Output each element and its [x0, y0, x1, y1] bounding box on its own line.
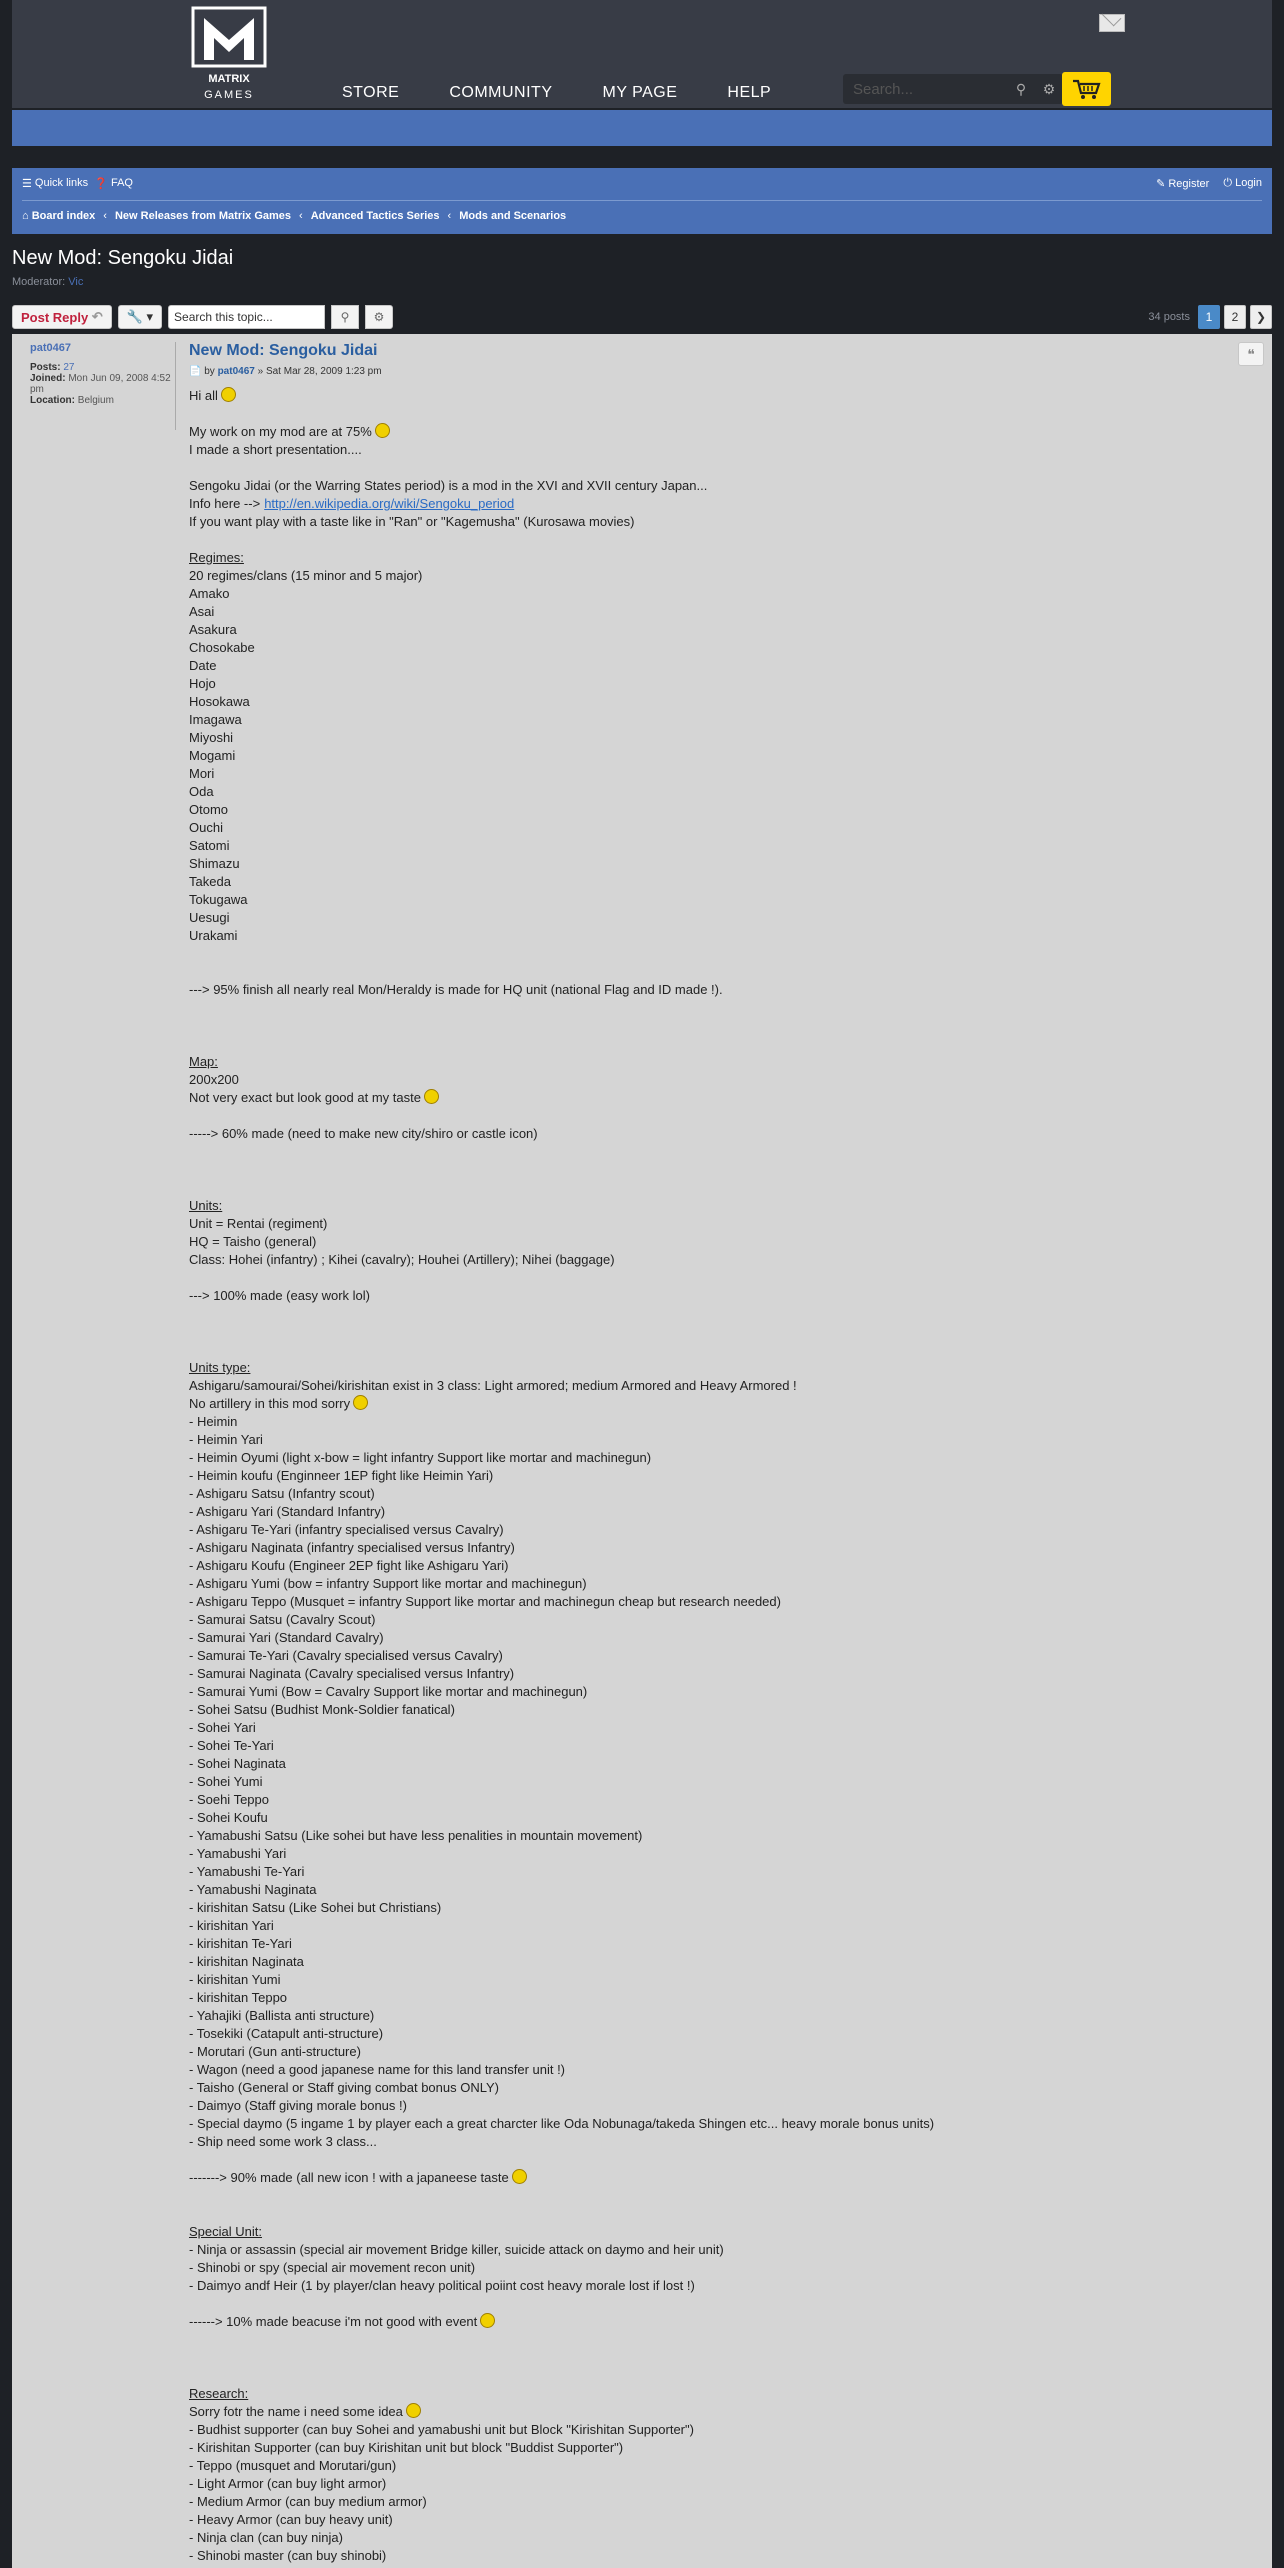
post-line	[189, 2367, 1249, 2385]
post-line-text: - kirishitan Satsu (Like Sohei but Christians)	[189, 1900, 442, 1915]
joined-date: Mon Jun 09, 2008 4:52 pm	[30, 373, 171, 395]
post-line	[189, 1611, 1249, 1629]
post-line-text: Shimazu	[189, 856, 240, 871]
nav-community[interactable]: COMMUNITY	[449, 84, 553, 101]
post-line	[189, 1215, 1249, 1233]
by-label: by	[204, 366, 215, 377]
post-line-text: - Yamabushi Te-Yari	[189, 1864, 305, 1879]
post-line-text: Unit = Rentai (regiment)	[189, 1216, 328, 1231]
post-line	[189, 1971, 1249, 1989]
cart-button[interactable]	[1062, 72, 1111, 106]
post-line	[189, 621, 1249, 639]
post-line-text: Units:	[189, 1198, 223, 1213]
post-line-text: - kirishitan Naginata	[189, 1954, 304, 1969]
login-label: Login	[1235, 176, 1262, 189]
post-line	[189, 1503, 1249, 1521]
post-line	[189, 1953, 1249, 1971]
post-author-line: 📄 by pat0467 » Sat Mar 28, 2009 1:23 pm	[189, 366, 382, 377]
post-line-text: Ashigaru/samourai/Sohei/kirishitan exist in 3 class: Light armored; medium Armored and Heavy Armored !	[189, 1378, 797, 1393]
smiley-icon	[480, 2313, 495, 2328]
post-line	[189, 1269, 1249, 1287]
advanced-search-gear-icon[interactable]: ⚙	[365, 305, 393, 329]
location-label: Location:	[30, 395, 75, 406]
profile-divider	[175, 342, 176, 430]
post-line-text: - Wagon (need a good japanese name for this land transfer unit !)	[189, 2062, 566, 2077]
post-line-text: Sengoku Jidai (or the Warring States period) is a mod in the XVI and XVII century Japan...	[189, 478, 708, 493]
post-line-text: Imagawa	[189, 712, 242, 727]
post-line-text: Chosokabe	[189, 640, 255, 655]
post-line	[189, 1233, 1249, 1251]
forum-navbar	[12, 168, 1272, 234]
post-line-text: - Kirishitan Supporter (can buy Kirishitan unit but block "Buddist Supporter")	[189, 2440, 624, 2455]
post-line	[189, 963, 1249, 981]
faq-link[interactable]: FAQ	[110, 177, 133, 189]
post-line-text: Asai	[189, 604, 215, 619]
svg-text:GAMES: GAMES	[204, 89, 254, 101]
post-line	[189, 1467, 1249, 1485]
smiley-icon	[424, 1089, 439, 1104]
post-line	[189, 891, 1249, 909]
post-line	[189, 1377, 1249, 1395]
post-line-text: - Yamabushi Yari	[189, 1846, 287, 1861]
post-line	[189, 819, 1249, 837]
post-line	[189, 1179, 1249, 1197]
post-line-text: Class: Hohei (infantry) ; Kihei (cavalry); Houhei (Artillery); Nihei (baggage)	[189, 1252, 615, 1267]
post-line-text: Ouchi	[189, 820, 223, 835]
post-line-text: - kirishitan Yari	[189, 1918, 274, 1933]
post-line	[189, 1737, 1249, 1755]
post-line	[189, 639, 1249, 657]
post-line	[189, 1701, 1249, 1719]
wikipedia-link[interactable]: http://en.wikipedia.org/wiki/Sengoku_period	[264, 496, 515, 511]
post-line	[189, 999, 1249, 1017]
post-line	[189, 1323, 1249, 1341]
post-line	[189, 2205, 1249, 2223]
post-line	[189, 1413, 1249, 1431]
post-line	[189, 783, 1249, 801]
post-line	[189, 1251, 1249, 1269]
post-line-text: - Light Armor (can buy light armor)	[189, 2476, 387, 2491]
post-line	[189, 1287, 1249, 1305]
post-line-text: ---> 95% finish all nearly real Mon/Heraldy is made for HQ unit (national Flag and ID made !).	[189, 982, 723, 997]
post-line-text: Uesugi	[189, 910, 230, 925]
post-line	[189, 1989, 1249, 2007]
post-line	[189, 1863, 1249, 1881]
post-line-text: - Heimin Oyumi (light x-bow = light infantry Support like mortar and machinegun)	[189, 1450, 652, 1465]
post-line	[189, 1593, 1249, 1611]
post-line	[189, 1521, 1249, 1539]
post-line-text: - Ninja or assassin (special air movement Bridge killer, suicide attack on daymo and heir unit)	[189, 2242, 724, 2257]
post-line	[189, 1125, 1249, 1143]
post-line-text: - Samurai Satsu (Cavalry Scout)	[189, 1612, 376, 1627]
post-line	[189, 1431, 1249, 1449]
post-line	[189, 1845, 1249, 1863]
post-line	[189, 2007, 1249, 2025]
post-line	[189, 2187, 1249, 2205]
post-line-text: - Daimyo (Staff giving morale bonus !)	[189, 2098, 407, 2113]
post-line	[189, 2385, 1249, 2403]
quick-links[interactable]: Quick links	[34, 177, 89, 189]
post-line-text: HQ = Taisho (general)	[189, 1234, 317, 1249]
smiley-icon	[353, 1395, 368, 1410]
post-line-text: Hi all	[189, 388, 218, 403]
smiley-icon	[512, 2169, 527, 2184]
post-line	[189, 2547, 1249, 2565]
post-line	[189, 441, 1249, 459]
login-link[interactable]: ⏻ Login	[1223, 176, 1262, 189]
post-line	[189, 675, 1249, 693]
post-line	[189, 1719, 1249, 1737]
help-icon: ❓	[88, 177, 111, 190]
post-line-text: - Budhist supporter (can buy Sohei and yamabushi unit but Block "Kirishitan Supporter")	[189, 2422, 694, 2437]
post-line	[189, 855, 1249, 873]
post-line-text: Info here -->	[189, 496, 261, 511]
post-line	[189, 693, 1249, 711]
topic-search-input[interactable]: Search this topic...	[168, 305, 325, 329]
post-line	[189, 1827, 1249, 1845]
page-2[interactable]: 2	[1224, 305, 1246, 329]
post-line-text: No artillery in this mod sorry	[189, 1396, 351, 1411]
quote-icon: ❝	[1247, 345, 1255, 362]
post-line	[189, 2349, 1249, 2367]
post-line-text: - Special daymo (5 ingame 1 by player each a great charcter like Oda Nobunaga/takeda Shingen etc... heavy morale bonus units)	[189, 2116, 935, 2131]
post-line	[189, 747, 1249, 765]
post-line-text: - Medium Armor (can buy medium armor)	[189, 2494, 427, 2509]
post-line-text: - Samurai Yari (Standard Cavalry)	[189, 1630, 384, 1645]
post-line-text: - Yahajiki (Ballista anti structure)	[189, 2008, 375, 2023]
moderator-line	[12, 276, 83, 288]
posts-count[interactable]: 27	[63, 362, 75, 373]
location-value: Belgium	[77, 395, 114, 406]
post-line	[189, 2061, 1249, 2079]
post-line-text: - Yamabushi Satsu (Like sohei but have less penalities in mountain movement)	[189, 1828, 643, 1843]
post-line-text: 200x200	[189, 1072, 239, 1087]
svg-text:MATRIX: MATRIX	[208, 73, 250, 85]
post-line	[189, 1197, 1249, 1215]
post-line-text: - Sohei Yumi	[189, 1774, 263, 1789]
post-line	[189, 1089, 1249, 1107]
post-line-text: - Ninja clan (can buy ninja)	[189, 2530, 343, 2545]
post-line-text: Units type:	[189, 1360, 251, 1375]
post-line	[189, 2493, 1249, 2511]
post-line-text: - Yamabushi Naginata	[189, 1882, 317, 1897]
post-line	[189, 1035, 1249, 1053]
post-line	[189, 2097, 1249, 2115]
post-line	[189, 2079, 1249, 2097]
post-line	[189, 1629, 1249, 1647]
post-line	[189, 2115, 1249, 2133]
post-line-text: Takeda	[189, 874, 231, 889]
post-line	[189, 1809, 1249, 1827]
post-line-text: Urakami	[189, 928, 238, 943]
post-line	[189, 495, 1249, 513]
site-search	[843, 74, 1063, 104]
post-line	[189, 1359, 1249, 1377]
post-line-text: - Ashigaru Teppo (Musquet = infantry Support like mortar and machinegun cheap but research needed)	[189, 1594, 781, 1609]
post-line	[189, 981, 1249, 999]
post-line	[189, 765, 1249, 783]
register-link[interactable]: ✎ Register	[1156, 177, 1210, 190]
post-line-text: Oda	[189, 784, 214, 799]
topic-title[interactable]: New Mod: Sengoku Jidai	[12, 247, 234, 269]
search-icon[interactable]: ⚲	[1015, 80, 1027, 97]
post-line-text: - Sohei Naginata	[189, 1756, 286, 1771]
post-line	[189, 585, 1249, 603]
post-line	[189, 729, 1249, 747]
post-line	[189, 2151, 1249, 2169]
page-1[interactable]: 1	[1198, 305, 1220, 329]
post-line	[189, 927, 1249, 945]
posts-label: Posts:	[30, 362, 61, 373]
post-line-text: - Heimin Yari	[189, 1432, 263, 1447]
post-line	[189, 711, 1249, 729]
post-line	[189, 1017, 1249, 1035]
post-line-text: - Ashigaru Naginata (infantry specialised versus Infantry)	[189, 1540, 515, 1555]
breadcrumb-separator: ‹	[299, 210, 303, 222]
pagination	[1148, 305, 1272, 329]
post-line-text: Satomi	[189, 838, 230, 853]
post-line-text: - Sohei Koufu	[189, 1810, 268, 1825]
post-reply-button[interactable]	[12, 305, 112, 329]
post-line	[189, 2313, 1249, 2331]
matrix-games-logo[interactable]	[190, 6, 268, 104]
moderator-label: Moderator:	[12, 276, 66, 288]
post-line	[189, 387, 1249, 405]
post-line	[189, 1557, 1249, 1575]
breadcrumb-mods-scenarios[interactable]: Mods and Scenarios	[459, 210, 567, 222]
post-line	[189, 2025, 1249, 2043]
post-line	[189, 1647, 1249, 1665]
post-line	[189, 801, 1249, 819]
post-line	[189, 1575, 1249, 1593]
topic-actions	[12, 305, 393, 329]
post-line	[189, 2241, 1249, 2259]
post-body	[189, 342, 1249, 2565]
post-line	[189, 1773, 1249, 1791]
post-line	[189, 567, 1249, 585]
post-line-text: - Shinobi or spy (special air movement recon unit)	[189, 2260, 476, 2275]
moderator-link[interactable]: Vic	[68, 276, 84, 288]
post-line-text: Hosokawa	[189, 694, 250, 709]
post-line-text: -------> 90% made (all new icon ! with a japaneese taste	[189, 2170, 509, 2185]
post-line-text: Special Unit:	[189, 2224, 262, 2239]
post-line	[189, 1539, 1249, 1557]
post-line	[189, 2529, 1249, 2547]
wrench-icon: 🔧	[126, 309, 143, 324]
post-reply-label: Post Reply	[21, 309, 89, 325]
post-line-text: I made a short presentation....	[189, 442, 362, 457]
post-line-text: Mori	[189, 766, 215, 781]
post-line	[189, 2169, 1249, 2187]
post-icon[interactable]: 📄	[189, 366, 202, 377]
post-line	[189, 1071, 1249, 1089]
post-line	[189, 2223, 1249, 2241]
post-line-text: - Ashigaru Koufu (Engineer 2EP fight like Ashigaru Yari)	[189, 1558, 509, 1573]
post-line	[189, 2277, 1249, 2295]
post-line	[189, 2331, 1249, 2349]
post-line	[189, 2403, 1249, 2421]
post-line	[189, 2133, 1249, 2151]
register-label: Register	[1168, 177, 1210, 190]
post-line	[189, 549, 1249, 567]
post-line-text: - Ashigaru Satsu (Infantry scout)	[189, 1486, 375, 1501]
post-line-text: - Samurai Yumi (Bow = Cavalry Support like mortar and machinegun)	[189, 1684, 588, 1699]
post-line-text: Mogami	[189, 748, 236, 763]
smiley-icon	[375, 423, 390, 438]
post-line-text: - Teppo (musquet and Morutari/gun)	[189, 2458, 397, 2473]
breadcrumb-board-index[interactable]: Board index	[31, 210, 96, 222]
post-author-link[interactable]: pat0467	[217, 366, 255, 377]
mail-icon[interactable]	[1099, 14, 1125, 32]
post-line-text: - Heimin koufu (Enginneer 1EP fight like Heimin Yari)	[189, 1468, 494, 1483]
post-line	[189, 2511, 1249, 2529]
post-line-text: - Shinobi master (can buy shinobi)	[189, 2548, 387, 2563]
post-title[interactable]: New Mod: Sengoku Jidai	[189, 342, 378, 359]
post-line-text: Not very exact but look good at my taste	[189, 1090, 421, 1105]
post-line	[189, 945, 1249, 963]
post-line	[189, 873, 1249, 891]
post-line	[189, 2259, 1249, 2277]
post-line-text: Research:	[189, 2386, 249, 2401]
post-line-text: Map:	[189, 1054, 218, 1069]
topic-tools-button[interactable]: 🔧 ▾	[118, 305, 162, 329]
post-line	[189, 1917, 1249, 1935]
post-line	[189, 1899, 1249, 1917]
menu-icon[interactable]: ☰	[22, 177, 35, 190]
post-line-text: - Ashigaru Yumi (bow = infantry Support like mortar and machinegun)	[189, 1576, 587, 1591]
site-banner	[12, 110, 1272, 146]
post-line	[189, 2421, 1249, 2439]
post-line-text: Amako	[189, 586, 230, 601]
quote-button[interactable]	[1238, 342, 1264, 366]
post-line-text: - Tosekiki (Catapult anti-structure)	[189, 2026, 384, 2041]
home-icon: ⌂	[22, 210, 32, 222]
post-line-text: - Sohei Yari	[189, 1720, 256, 1735]
post-line	[189, 1683, 1249, 1701]
post-line	[189, 1161, 1249, 1179]
smiley-icon	[221, 387, 236, 402]
post-line	[189, 1881, 1249, 1899]
post-line	[189, 909, 1249, 927]
post-line	[189, 1485, 1249, 1503]
post-line	[189, 405, 1249, 423]
post-line-text: - Sohei Te-Yari	[189, 1738, 274, 1753]
post-line-text: - Daimyo andf Heir (1 by player/clan heavy political poiint cost heavy morale lost if lost !)	[189, 2278, 695, 2293]
post-line-text: - Heavy Armor (can buy heavy unit)	[189, 2512, 393, 2527]
gear-icon[interactable]: ⚙	[1042, 80, 1056, 97]
joined-label: Joined:	[30, 373, 66, 384]
post-line-text: ------> 10% made beacuse i'm not good with event	[189, 2314, 478, 2329]
post-line-text: 20 regimes/clans (15 minor and 5 major)	[189, 568, 423, 583]
post-line-text: - Sohei Satsu (Budhist Monk-Soldier fanatical)	[189, 1702, 455, 1717]
post-line	[189, 1665, 1249, 1683]
post-line-text: - kirishitan Yumi	[189, 1972, 281, 1987]
nav-store[interactable]: STORE	[342, 84, 400, 101]
post-line	[189, 1305, 1249, 1323]
site-search-input[interactable]: Search...	[853, 80, 914, 98]
post-date: Sat Mar 28, 2009 1:23 pm	[265, 366, 382, 377]
post-line-text: Sorry fotr the name i need some idea	[189, 2404, 403, 2419]
breadcrumb-new-releases[interactable]: New Releases from Matrix Games	[114, 210, 292, 222]
post-line	[189, 2457, 1249, 2475]
post-line-text: - Heimin	[189, 1414, 238, 1429]
post-line	[189, 1935, 1249, 1953]
post-line	[189, 603, 1249, 621]
smiley-icon	[406, 2403, 421, 2418]
post-line-text: Date	[189, 658, 217, 673]
post-profile	[30, 342, 178, 406]
post-line	[189, 2295, 1249, 2313]
search-icon[interactable]: ⚲	[331, 305, 359, 329]
breadcrumb-separator: ‹	[447, 210, 452, 222]
post-line	[189, 1107, 1249, 1125]
breadcrumb-separator: ‹	[103, 210, 107, 222]
post-line-text: - Soehi Teppo	[189, 1792, 269, 1807]
post-line	[189, 657, 1249, 675]
cart-icon	[1072, 78, 1102, 100]
post-line	[189, 2439, 1249, 2457]
reply-icon: ↶	[91, 309, 103, 324]
post-line	[189, 459, 1249, 477]
post-line	[189, 1053, 1249, 1071]
next-page-icon[interactable]: ❯	[1250, 305, 1272, 329]
post-line-text: Hojo	[189, 676, 216, 691]
post	[12, 334, 1272, 2568]
post-line	[189, 1755, 1249, 1773]
nav-help[interactable]: HELP	[727, 84, 772, 101]
post-line-text: - Samurai Naginata (Cavalry specialised versus Infantry)	[189, 1666, 515, 1681]
post-count: 34 posts	[1148, 311, 1190, 323]
post-line-text: Otomo	[189, 802, 229, 817]
post-line-text: - Taisho (General or Staff giving combat bonus ONLY)	[189, 2080, 499, 2095]
post-line-text: If you want play with a taste like in "Ran" or "Kagemusha" (Kurosawa movies)	[189, 514, 635, 529]
post-line-text: - Morutari (Gun anti-structure)	[189, 2044, 361, 2059]
post-line	[189, 1395, 1249, 1413]
post-line-text: - Samurai Te-Yari (Cavalry specialised versus Cavalry)	[189, 1648, 503, 1663]
post-line-text: ---> 100% made (easy work lol)	[189, 1288, 370, 1303]
post-line	[189, 513, 1249, 531]
breadcrumb	[22, 200, 1262, 231]
post-line-text: - kirishitan Teppo	[189, 1990, 288, 2005]
post-line-text: - Ship need some work 3 class...	[189, 2134, 377, 2149]
post-line-text: My work on my mod are at 75%	[189, 424, 372, 439]
post-line	[189, 477, 1249, 495]
post-line-text: - Ashigaru Te-Yari (infantry specialised versus Cavalry)	[189, 1522, 504, 1537]
post-line-text: - Ashigaru Yari (Standard Infantry)	[189, 1504, 386, 1519]
post-line	[189, 531, 1249, 549]
post-line	[189, 837, 1249, 855]
post-line	[189, 1143, 1249, 1161]
post-line-text: Asakura	[189, 622, 237, 637]
main-nav	[342, 84, 821, 102]
post-line-text: Regimes:	[189, 550, 244, 565]
post-line	[189, 1791, 1249, 1809]
author-username[interactable]: pat0467	[30, 342, 71, 354]
post-line-text: - kirishitan Te-Yari	[189, 1936, 292, 1951]
post-line	[189, 1341, 1249, 1359]
breadcrumb-advanced-tactics[interactable]: Advanced Tactics Series	[310, 210, 440, 222]
post-line	[189, 2475, 1249, 2493]
post-content	[189, 387, 1249, 2565]
nav-my-page[interactable]: MY PAGE	[602, 84, 678, 101]
post-line-text: Tokugawa	[189, 892, 248, 907]
post-line	[189, 1449, 1249, 1467]
post-line-text: -----> 60% made (need to make new city/shiro or castle icon)	[189, 1126, 538, 1141]
post-line-text: Miyoshi	[189, 730, 234, 745]
post-line	[189, 423, 1249, 441]
post-line	[189, 2043, 1249, 2061]
